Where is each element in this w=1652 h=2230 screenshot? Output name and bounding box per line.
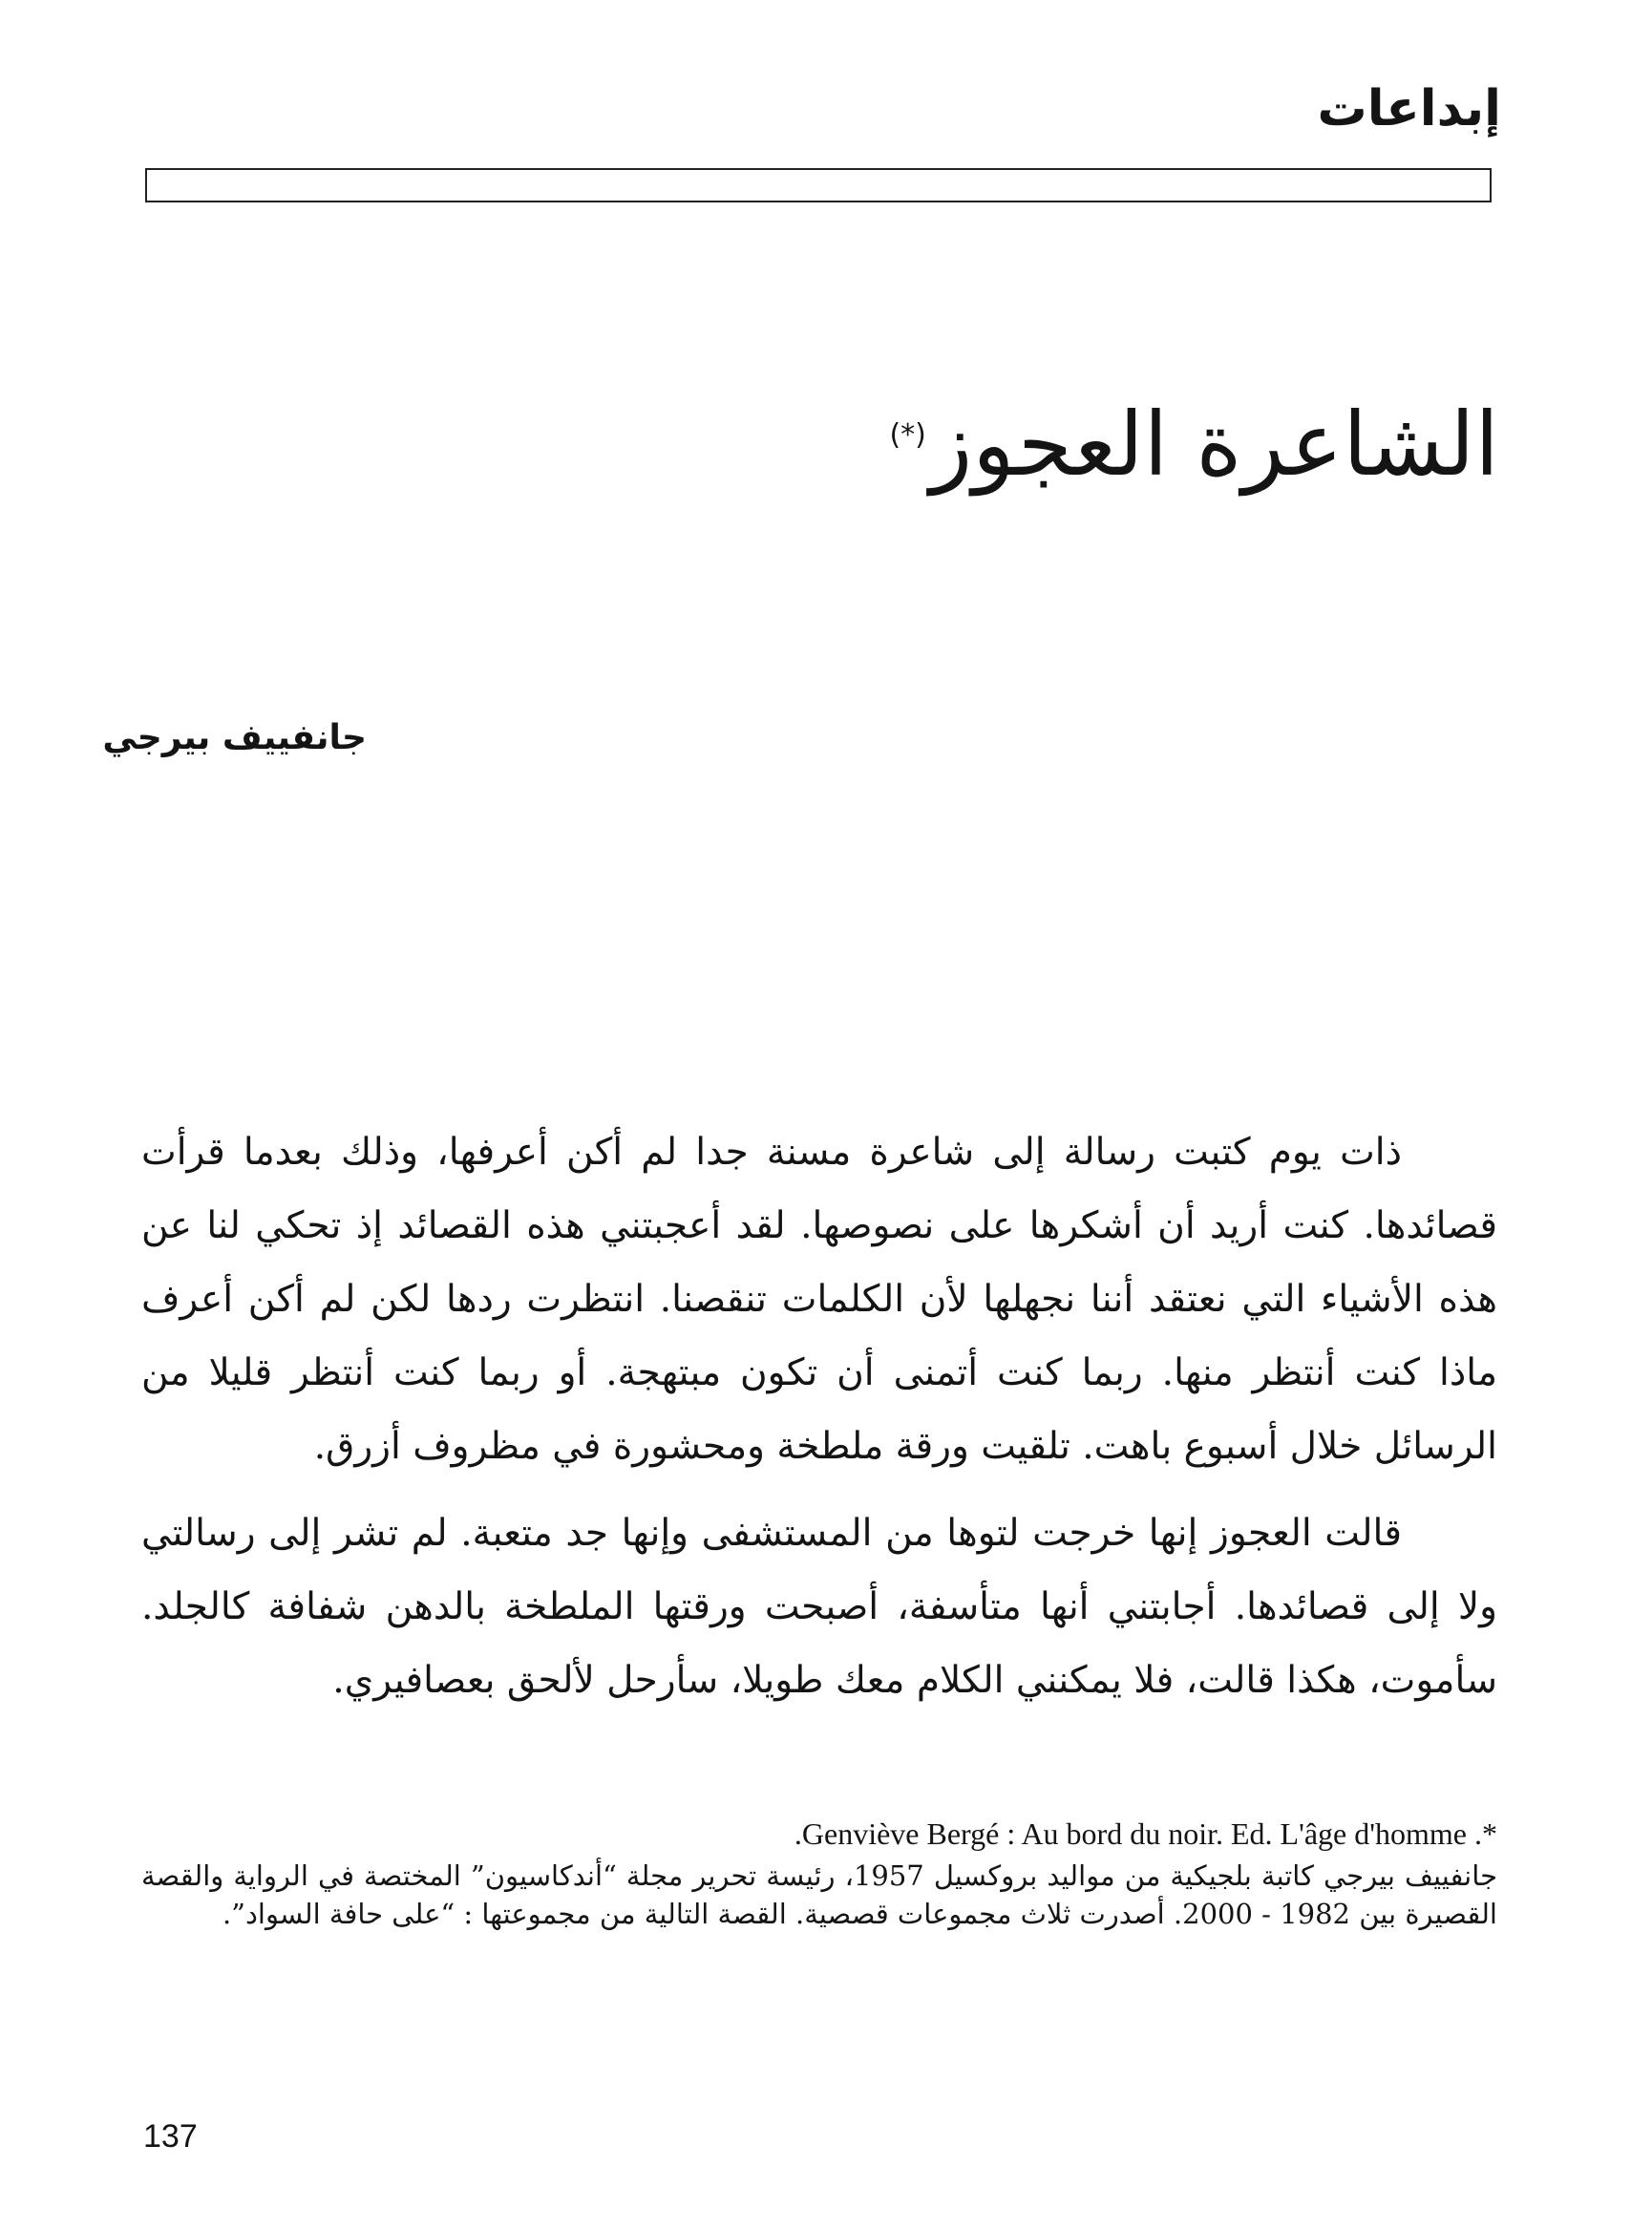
page-number: 137	[143, 2118, 198, 2155]
header-bar	[145, 168, 1492, 202]
section-label: إبداعات	[1317, 80, 1501, 138]
story-title	[889, 393, 1499, 496]
footnote-bio: جانفييف بيرجي كاتبة بلجيكية من مواليد بروكسيل 1957، رئيسة تحرير مجلة “أندكاسيون” المختصة في الرواية والقصة القصيرة بين 1982 - 2000. أصدرت ثلاث مجموعات قصصية. القصة التالية من مجموعتها : “على حافة السواد”.	[141, 1859, 1497, 1930]
footnote-mark: (*)	[889, 418, 926, 453]
body-paragraph: قالت العجوز إنها خرجت لتوها من المستشفى وإنها جد متعبة. لم تشر إلى رسالتي ولا إلى قصائدها. أجابتني أنها متأسفة، أصبحت ورقتها الملطخة بالدهن شفافة كالجلد. سأموت، هكذا قالت، فلا يمكنني الكلام معك طويلا، سأرحل لألحق بعصافيري.	[141, 1512, 1497, 1702]
body-paragraph: ذات يوم كتبت رسالة إلى شاعرة مسنة جدا لم أكن أعرفها، وذلك بعدما قرأت قصائدها. كنت أريد أن أشكرها على نصوصها. لقد أعجبتني هذه القصائد إذ تحكي لنا عن هذه الأشياء التي نعتقد أننا نجهلها لأن الكلمات تنقصنا. انتظرت ردها لكن لم أكن أعرف ماذا كنت أنتظر منها. ربما كنت أتمنى أن تكون مبتهجة. أو ربما كنت أنتظر قليلا من الرسائل خلال أسبوع باهت. تلقيت ورقة ملطخة ومحشورة في مظروف أزرق.	[141, 1131, 1497, 1468]
footnote	[141, 1815, 1497, 1933]
footnote-source: .Genviève Bergé : Au bord du noir. Ed. L'âge d'homme .*	[794, 1816, 1497, 1851]
author-name: جانفييف بيرجي	[102, 718, 367, 757]
story-body	[141, 1115, 1497, 1731]
story-title-text: الشاعرة العجوز	[929, 393, 1499, 496]
